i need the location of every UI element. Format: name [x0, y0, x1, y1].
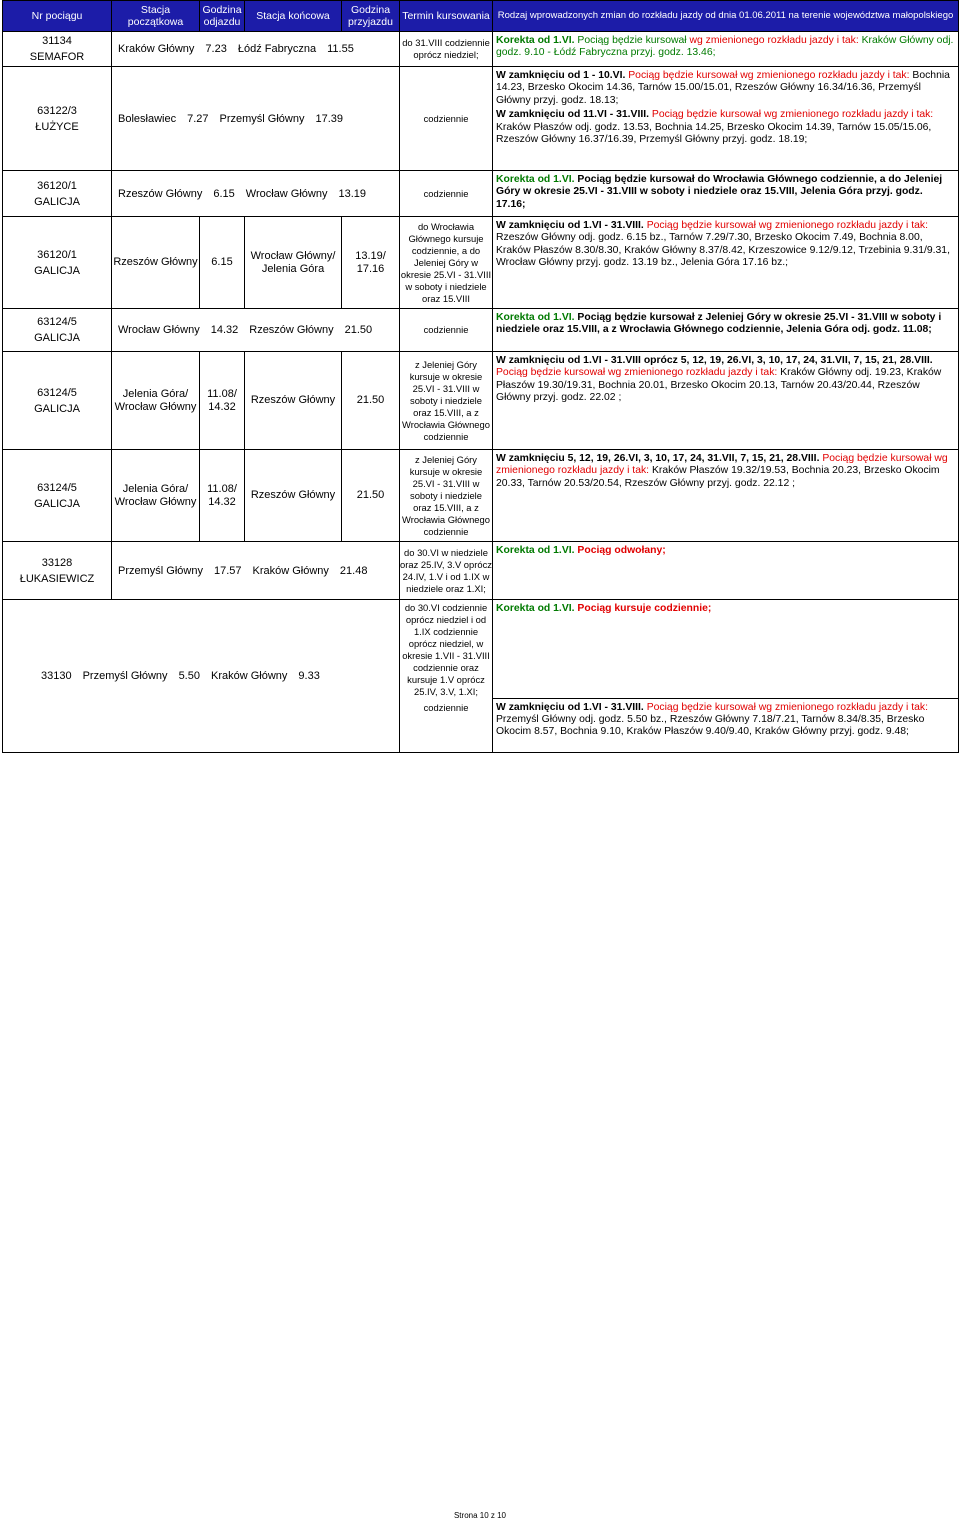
table-row — [3, 352, 959, 450]
description-paragraph — [496, 35, 955, 60]
train-number: 36120/1 GALICJA — [3, 217, 112, 309]
description-text: W zamknięciu od 1 - 10.VI. — [496, 70, 629, 81]
description-text: Pociąg będzie kursował z Jeleniej Góry w okresie 25.VI - 31.VIII w soboty i niedziele oraz 15.VIII, a z Wrocławia Głównego codziennie, Jelenia Góra odj. godz. 11.08; — [496, 312, 942, 336]
description-text: Korekta od 1.VI. — [496, 545, 578, 556]
description-paragraph — [496, 355, 955, 405]
departure-time: 11.08/ 14.32 — [200, 352, 245, 450]
train-number: 63122/3 ŁUŻYCE — [3, 67, 112, 171]
description-paragraph — [496, 702, 955, 739]
description-text: Przemyśl Główny odj. godz. 5.50 bz., Rzeszów Główny 7.18/7.21, Tarnów 8.34/8.35, Brzesko Okocim 8.57, Bochnia 9.10, Kraków Płaszów 9.40/9.40, Kraków Główny przyj. godz. 9.48; — [496, 713, 925, 738]
table-row — [3, 32, 959, 67]
change-description — [493, 542, 959, 600]
description-text: Pociąg będzie kursował — [577, 35, 690, 46]
table-row — [3, 309, 959, 352]
table-row — [3, 171, 959, 217]
description-text: Pociąg będzie kursował do Wrocławia Głównego codziennie, a do Jeleniej Góry w okresie 25.VI - 31.VIII w soboty i niedziele oraz 15.VIII, Jelenia Góra przyj. godz. 17.16; — [496, 174, 943, 210]
running-period: do 30.VI codziennie oprócz niedziel i od 1.IX codziennie oprócz niedziel, w okresie 1.VII - 31.VIII codziennie oraz kursuje 1.V oprócz 25.IV, 3.V, 1.XI; — [400, 600, 493, 699]
train-number: 63124/5 GALICJA — [3, 309, 112, 352]
departure-time: 11.08/ 14.32 — [200, 450, 245, 542]
train-route: 33130 Przemyśl Główny 5.50 Kraków Główny 9.33 — [3, 600, 400, 753]
timetable — [2, 0, 959, 753]
running-period: do 30.VI w niedziele oraz 25.IV, 3.V oprócz 24.IV, 1.V i od 1.IX w niedziele oraz 1.XI; — [400, 542, 493, 600]
description-text: Korekta od 1.VI. — [496, 603, 578, 614]
start-station: Jelenia Góra/ Wrocław Główny — [112, 352, 200, 450]
description-text: Pociąg kursuje codziennie; — [577, 603, 712, 614]
running-period: codziennie — [400, 698, 493, 752]
description-text: Korekta od 1.VI. — [496, 312, 578, 323]
description-text: W zamknięciu od 11.VI - 31.VIII. — [496, 109, 652, 121]
description-text: W zamknięciu 5, 12, 19, 26.VI, 3, 10, 17, 24, 31.VII, 7, 15, 21, 28.VIII. — [496, 453, 823, 464]
description-text: Pociąg będzie kursował wg zmienionego rozkładu jazdy i tak: — [651, 109, 934, 121]
arrival-time: 21.50 — [342, 352, 400, 450]
description-text: Bochnia 14.23, Brzesko Okocim 14.36, Tarnów 15.00/15.01, Rzeszów Główny 16.34/16.36, Przemyśl Główny przyj. godz. 18.13; — [496, 70, 950, 106]
train-route: Kraków Główny 7.23 Łódź Fabryczna 11.55 — [112, 32, 400, 67]
end-station: Wrocław Główny/ Jelenia Góra — [245, 217, 342, 309]
running-period: codziennie — [400, 67, 493, 171]
running-period: do 31.VIII codziennie oprócz niedziel; — [400, 32, 493, 67]
header-desc: Rodzaj wprowadzonych zmian do rozkładu jazdy od dnia 01.06.2011 na terenie województwa małopolskiego — [493, 1, 959, 32]
table-row — [3, 600, 959, 699]
header-term: Termin kursowania — [400, 1, 493, 32]
change-description — [493, 352, 959, 450]
change-description — [493, 309, 959, 352]
description-paragraph — [496, 70, 955, 107]
table-row — [3, 542, 959, 600]
description-text: Korekta od 1.VI. — [496, 174, 578, 185]
train-number: 33128 ŁUKASIEWICZ — [3, 542, 112, 600]
arrival-time: 21.50 — [342, 450, 400, 542]
description-paragraph — [496, 220, 955, 270]
train-route: Wrocław Główny 14.32 Rzeszów Główny 21.50 — [112, 309, 400, 352]
description-text: Pociąg będzie kursował wg zmienionego rozkładu jazdy i tak: — [646, 220, 928, 231]
description-text: Pociąg będzie kursował wg zmienionego rozkładu jazdy i tak: — [496, 453, 948, 477]
page-number: Strona 10 z 10 — [453, 1511, 507, 1520]
train-number: 63124/5 GALICJA — [3, 450, 112, 542]
running-period: z Jeleniej Góry kursuje w okresie 25.VI - 31.VIII w soboty i niedziele oraz 15.VIII, a z Wrocławia Głównego codziennie — [400, 450, 493, 542]
description-text: Pociąg odwołany; — [577, 545, 666, 556]
train-number: 31134 SEMAFOR — [3, 32, 112, 67]
header-end: Stacja końcowa — [245, 1, 342, 32]
change-description — [493, 67, 959, 171]
description-text: Kraków Główny odj. godz. 9.10 - Łódź Fabryczna przyj. godz. 13.46; — [496, 35, 954, 59]
description-text: Kraków Płaszów odj. godz. 13.53, Bochnia 14.25, Brzesko Okocim 14.39, Tarnów 15.05/15.06, Rzeszów Główny 16.37/16.39, Przemyśl Główny przyj. godz. 18.19; — [496, 121, 932, 146]
table-row — [3, 217, 959, 309]
change-description — [493, 600, 959, 699]
description-paragraph — [496, 453, 955, 490]
change-description — [493, 450, 959, 542]
description-text: Pociąg będzie kursował wg zmienionego rozkładu jazdy i tak: — [628, 70, 913, 81]
start-station: Rzeszów Główny — [112, 217, 200, 309]
end-station: Rzeszów Główny — [245, 450, 342, 542]
description-paragraph — [496, 174, 955, 211]
description-text: Korekta od 1.VI. — [496, 35, 578, 46]
description-text: W zamknięciu od 1.VI - 31.VIII. — [496, 701, 647, 713]
running-period: do Wrocławia Głównego kursuje codziennie, a do Jeleniej Góry w okresie 25.VI - 31.VIII w soboty i niedziele oraz 15.VIII — [400, 217, 493, 309]
description-paragraph — [496, 603, 955, 615]
change-description — [493, 171, 959, 217]
change-description — [493, 32, 959, 67]
timetable-page — [2, 0, 958, 753]
train-route: Bolesławiec 7.27 Przemyśl Główny 17.39 — [112, 67, 400, 171]
description-paragraph — [496, 312, 955, 337]
description-text: Pociąg będzie kursował wg zmienionego rozkładu jazdy i tak: — [496, 367, 781, 379]
train-route: Rzeszów Główny 6.15 Wrocław Główny 13.19 — [112, 171, 400, 217]
running-period: codziennie — [400, 171, 493, 217]
description-text: Rzeszów Główny odj. godz. 6.15 bz., Tarnów 7.29/7.30, Brzesko Okocim 7.49, Bochnia 8.00, Kraków Płaszów 8.30/8.30, Kraków Główny 8.37/8.42, Krzeszowice 9.12/9.12, Trzebinia 9.31/9.31, Wrocław Główny przyj. godz. 13.19 bz., Jelenia Góra 17.16 bz.; — [496, 232, 950, 269]
running-period: codziennie — [400, 309, 493, 352]
description-text: W zamknięciu od 1.VI - 31.VIII. — [496, 220, 647, 231]
change-description — [493, 698, 959, 752]
description-paragraph — [496, 545, 955, 557]
departure-time: 6.15 — [200, 217, 245, 309]
running-period: z Jeleniej Góry kursuje w okresie 25.VI - 31.VIII w soboty i niedziele oraz 15.VIII, a z Wrocławia Głównego codziennie — [400, 352, 493, 450]
table-header — [3, 1, 959, 32]
train-route: Przemyśl Główny 17.57 Kraków Główny 21.48 — [112, 542, 400, 600]
description-paragraph — [496, 109, 955, 146]
train-number: 36120/1 GALICJA — [3, 171, 112, 217]
table-row — [3, 450, 959, 542]
description-text: Pociąg będzie kursował wg zmienionego rozkładu jazdy i tak: — [646, 701, 928, 713]
end-station: Rzeszów Główny — [245, 352, 342, 450]
description-text: W zamknięciu od 1.VI - 31.VIII oprócz 5, 12, 19, 26.VI, 3, 10, 17, 24, 31.VII, 7, 15, 21, 28.VIII. — [496, 355, 933, 366]
train-number: 63124/5 GALICJA — [3, 352, 112, 450]
change-description — [493, 217, 959, 309]
header-dep: Godzina odjazdu — [200, 1, 245, 32]
header-arr: Godzina przyjazdu — [342, 1, 400, 32]
description-text: Kraków Główny odj. 19.23, Kraków Płaszów 19.30/19.31, Bochnia 20.01, Brzesko Okocim 20.13, Tarnów 20.43/20.44, Rzeszów Główny przyj. godz. 22.02 ; — [496, 367, 942, 404]
start-station: Jelenia Góra/ Wrocław Główny — [112, 450, 200, 542]
description-text: wg zmienionego rozkładu jazdy i tak: — [689, 35, 862, 46]
arrival-time: 13.19/ 17.16 — [342, 217, 400, 309]
header-start: Stacja początkowa — [112, 1, 200, 32]
header-nr: Nr pociągu — [3, 1, 112, 32]
table-row — [3, 67, 959, 171]
description-text: Kraków Płaszów 19.32/19.53, Bochnia 20.23, Brzesko Okocim 20.33, Tarnów 20.53/20.54, Rzeszów Główny przyj. godz. 22.12 ; — [496, 465, 940, 489]
